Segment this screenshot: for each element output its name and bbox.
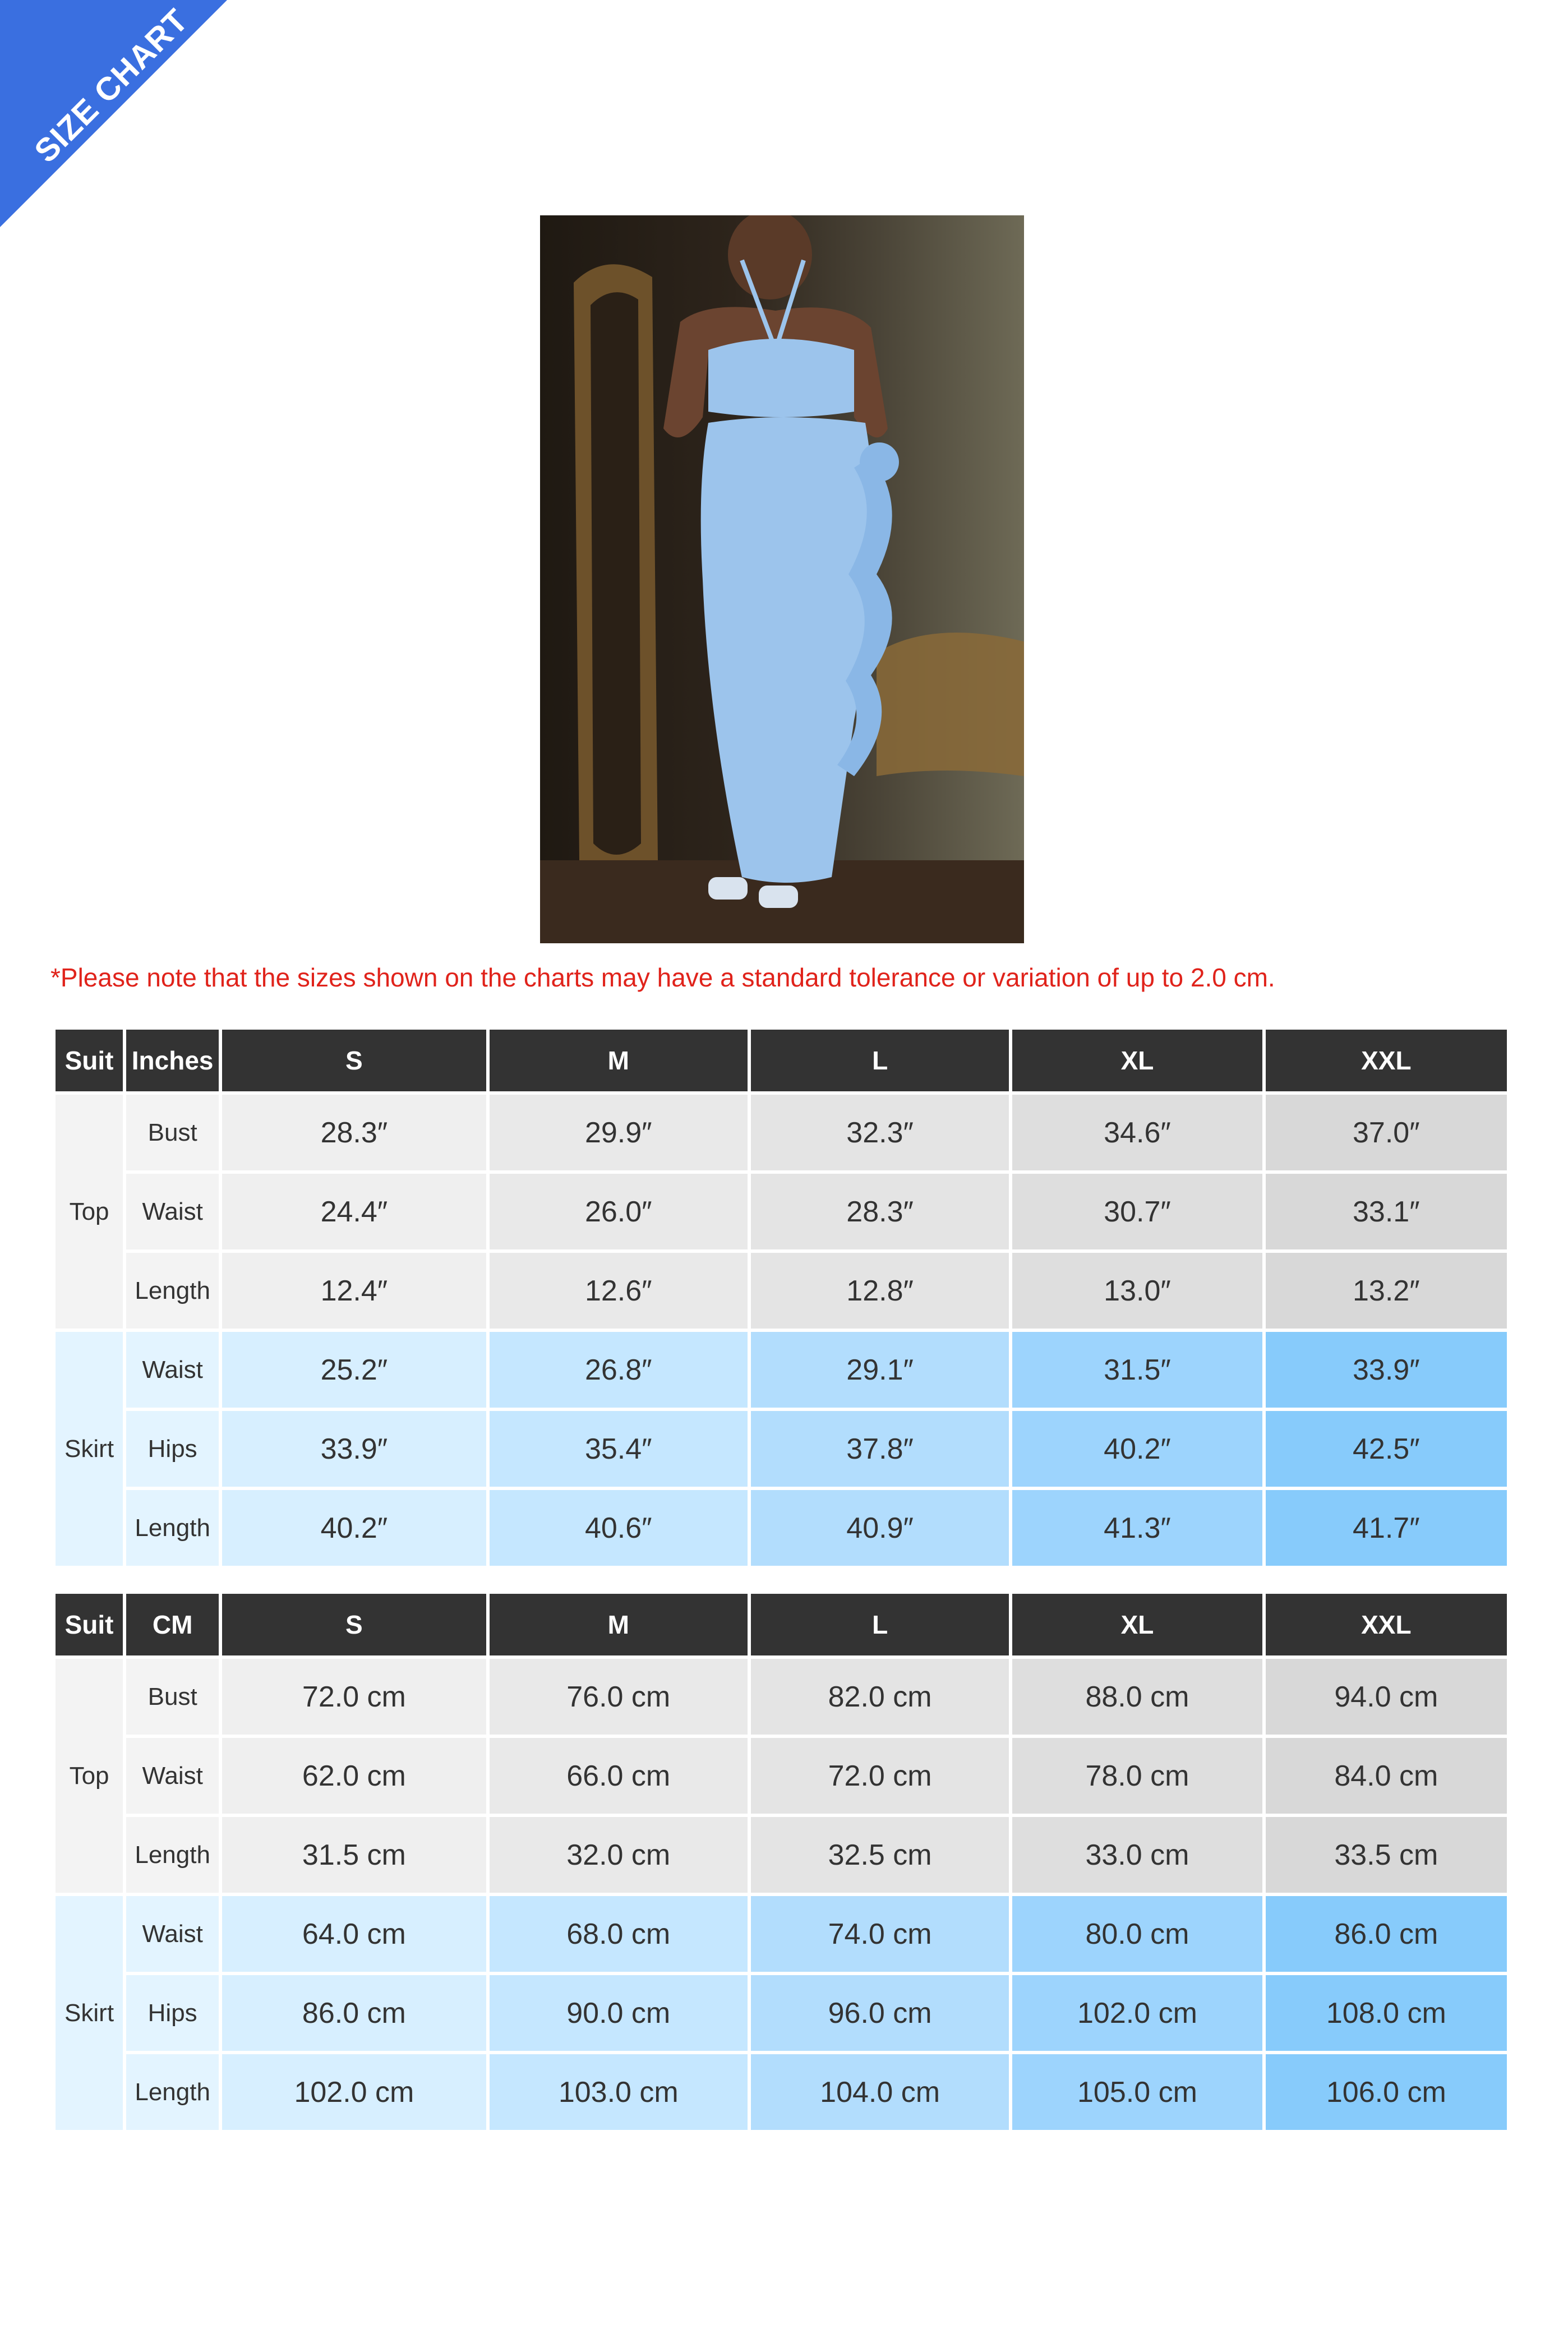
size-chart-badge [0, 0, 227, 227]
group-label: Top [56, 1659, 123, 1893]
table-cell: 30.7″ [1012, 1174, 1262, 1249]
table-cell: 26.8″ [490, 1332, 748, 1408]
table-cell: 104.0 cm [751, 2054, 1009, 2130]
table-cell: 102.0 cm [1012, 1975, 1262, 2051]
table-cell: 31.5 cm [222, 1817, 486, 1893]
tolerance-note: *Please note that the sizes shown on the charts may have a standard tolerance or variation of up to 2.0 cm. [50, 963, 1275, 992]
table-cell: 84.0 cm [1266, 1738, 1507, 1814]
table-cell: 29.9″ [490, 1095, 748, 1170]
table-row [56, 1659, 1507, 1735]
table-cell: 72.0 cm [751, 1738, 1009, 1814]
table-cell: 103.0 cm [490, 2054, 748, 2130]
group-label: Skirt [56, 1896, 123, 2130]
table-cell: 76.0 cm [490, 1659, 748, 1735]
table-cell: 108.0 cm [1266, 1975, 1507, 2051]
table-row [56, 1896, 1507, 1972]
table-cell: 66.0 cm [490, 1738, 748, 1814]
table-cell: 29.1″ [751, 1332, 1009, 1408]
table-cell: 40.9″ [751, 1490, 1009, 1566]
group-label: Skirt [56, 1332, 123, 1566]
table-cell: 12.8″ [751, 1253, 1009, 1329]
product-photo [540, 215, 1024, 943]
table-cell: 28.3″ [222, 1095, 486, 1170]
table-cell: 90.0 cm [490, 1975, 748, 2051]
table-cell: 37.0″ [1266, 1095, 1507, 1170]
table-row [56, 1817, 1507, 1893]
size-table-cm [52, 1590, 1510, 2133]
row-label: Waist [126, 1738, 219, 1814]
table-row [56, 1738, 1507, 1814]
table-cell: 33.9″ [1266, 1332, 1507, 1408]
table-cell: 62.0 cm [222, 1738, 486, 1814]
header-size-m: M [490, 1030, 748, 1091]
table-cell: 12.6″ [490, 1253, 748, 1329]
table-cell: 40.2″ [1012, 1411, 1262, 1487]
table-cell: 32.0 cm [490, 1817, 748, 1893]
header-size-xxl: XXL [1266, 1030, 1507, 1091]
table-cell: 40.2″ [222, 1490, 486, 1566]
table-cell: 68.0 cm [490, 1896, 748, 1972]
table-cell: 34.6″ [1012, 1095, 1262, 1170]
table-cell: 37.8″ [751, 1411, 1009, 1487]
table-row [56, 1411, 1507, 1487]
table-cell: 80.0 cm [1012, 1896, 1262, 1972]
row-label: Bust [126, 1095, 219, 1170]
header-unit: CM [126, 1594, 219, 1655]
table-row [56, 1095, 1507, 1170]
badge-label: SIZE CHART [27, 2, 196, 170]
group-label: Top [56, 1095, 123, 1329]
row-label: Hips [126, 1411, 219, 1487]
table-cell: 86.0 cm [1266, 1896, 1507, 1972]
table-cell: 41.3″ [1012, 1490, 1262, 1566]
table-cell: 88.0 cm [1012, 1659, 1262, 1735]
row-label: Waist [126, 1174, 219, 1249]
header-size-s: S [222, 1594, 486, 1655]
header-size-xl: XL [1012, 1594, 1262, 1655]
table-cell: 12.4″ [222, 1253, 486, 1329]
table-cell: 25.2″ [222, 1332, 486, 1408]
badge-triangle [0, 0, 227, 227]
table-cell: 86.0 cm [222, 1975, 486, 2051]
table-cell: 32.3″ [751, 1095, 1009, 1170]
table-cell: 32.5 cm [751, 1817, 1009, 1893]
table-header-row [56, 1594, 1507, 1655]
table-cell: 24.4″ [222, 1174, 486, 1249]
row-label: Length [126, 1817, 219, 1893]
table-row [56, 2054, 1507, 2130]
table-row [56, 1332, 1507, 1408]
header-size-m: M [490, 1594, 748, 1655]
table-cell: 13.0″ [1012, 1253, 1262, 1329]
row-label: Hips [126, 1975, 219, 2051]
table-cell: 33.0 cm [1012, 1817, 1262, 1893]
row-label: Bust [126, 1659, 219, 1735]
table-cell: 64.0 cm [222, 1896, 486, 1972]
table-cell: 102.0 cm [222, 2054, 486, 2130]
header-suit: Suit [56, 1030, 123, 1091]
table-cell: 72.0 cm [222, 1659, 486, 1735]
table-cell: 33.9″ [222, 1411, 486, 1487]
table-cell: 78.0 cm [1012, 1738, 1262, 1814]
table-cell: 13.2″ [1266, 1253, 1507, 1329]
row-label: Length [126, 1253, 219, 1329]
row-label: Waist [126, 1332, 219, 1408]
size-table-inches [52, 1026, 1510, 1569]
header-size-xxl: XXL [1266, 1594, 1507, 1655]
table-cell: 31.5″ [1012, 1332, 1262, 1408]
table-cell: 42.5″ [1266, 1411, 1507, 1487]
header-size-s: S [222, 1030, 486, 1091]
header-size-l: L [751, 1030, 1009, 1091]
table-cell: 41.7″ [1266, 1490, 1507, 1566]
row-label: Waist [126, 1896, 219, 1972]
table-row [56, 1975, 1507, 2051]
table-cell: 94.0 cm [1266, 1659, 1507, 1735]
table-cell: 33.5 cm [1266, 1817, 1507, 1893]
table-cell: 82.0 cm [751, 1659, 1009, 1735]
header-unit: Inches [126, 1030, 219, 1091]
table-cell: 26.0″ [490, 1174, 748, 1249]
table-cell: 40.6″ [490, 1490, 748, 1566]
product-photo-illustration [540, 215, 1024, 943]
header-suit: Suit [56, 1594, 123, 1655]
table-cell: 33.1″ [1266, 1174, 1507, 1249]
table-header-row [56, 1030, 1507, 1091]
table-row [56, 1253, 1507, 1329]
row-label: Length [126, 2054, 219, 2130]
header-size-xl: XL [1012, 1030, 1262, 1091]
table-cell: 96.0 cm [751, 1975, 1009, 2051]
row-label: Length [126, 1490, 219, 1566]
table-row [56, 1490, 1507, 1566]
table-cell: 74.0 cm [751, 1896, 1009, 1972]
table-cell: 106.0 cm [1266, 2054, 1507, 2130]
table-cell: 28.3″ [751, 1174, 1009, 1249]
header-size-l: L [751, 1594, 1009, 1655]
table-cell: 35.4″ [490, 1411, 748, 1487]
table-row [56, 1174, 1507, 1249]
table-cell: 105.0 cm [1012, 2054, 1262, 2130]
